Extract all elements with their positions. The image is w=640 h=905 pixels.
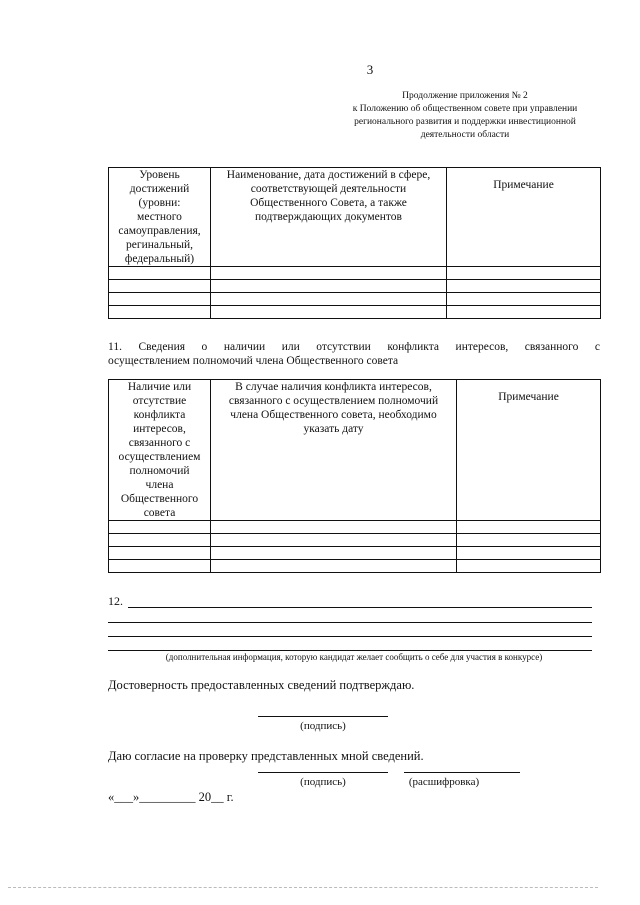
- note-header: Примечание: [447, 168, 601, 267]
- header-line: деятельности области: [420, 130, 510, 140]
- conflict-date-header: В случае наличия конфликта интересов, связанного с осуществлением полномочий члена Общественного совета, необходимо указать дату: [211, 380, 457, 521]
- section-11-line: 11. Сведения о наличии или отсутствии конфликта интересов, связанного с: [108, 341, 600, 353]
- table-row: [109, 547, 601, 560]
- decoding-line: [404, 772, 520, 773]
- scan-edge-line: [8, 887, 598, 888]
- appendix-header: [340, 90, 590, 142]
- table-row: [109, 521, 601, 534]
- table-row: [109, 293, 601, 306]
- section-12-line: [108, 636, 592, 637]
- table-row: [109, 280, 601, 293]
- section-11-line: осуществлением полномочий члена Общественного совета: [108, 355, 399, 367]
- section-11-text: [108, 340, 600, 368]
- header-line: регионального развития и поддержки инвестиционной: [354, 117, 576, 127]
- section-12-line: [108, 650, 592, 651]
- table-row: [109, 534, 601, 547]
- signature-label: (подпись): [300, 720, 346, 732]
- table-row: [109, 560, 601, 573]
- achievements-table: [108, 167, 601, 319]
- confirmation-text: Достоверность предоставленных сведений подтверждаю.: [108, 678, 415, 692]
- table-header-row: [109, 380, 601, 521]
- header-line: Продолжение приложения № 2: [402, 91, 528, 101]
- date-line: «___»_________ 20__ г.: [108, 790, 234, 804]
- decoding-label: (расшифровка): [408, 776, 480, 788]
- note-header: Примечание: [457, 380, 601, 521]
- table-row: [109, 267, 601, 280]
- table-row: [109, 306, 601, 319]
- signature-line: [258, 772, 388, 773]
- achievement-level-header: Уровень достижений (уровни: местного самоуправления, регинальный, федеральный): [109, 168, 211, 267]
- signature-line: [258, 716, 388, 717]
- section-12-caption: (дополнительная информация, которую кандидат желает сообщить о себе для участия в конкурсе): [165, 652, 543, 662]
- consent-text: Даю согласие на проверку представленных мной сведений.: [108, 749, 424, 763]
- section-12-line: [108, 622, 592, 623]
- page-number: 3: [366, 62, 374, 77]
- header-line: к Положению об общественном совете при управлении: [352, 104, 578, 114]
- section-12-line: [128, 607, 592, 608]
- section-12-number: 12.: [108, 594, 123, 608]
- table-header-row: [109, 168, 601, 267]
- conflict-presence-header: Наличие или отсутствие конфликта интересов, связанного с осуществлением полномочий члена Общественного совета: [109, 380, 211, 521]
- signature-label: (подпись): [300, 776, 346, 788]
- achievement-name-header: Наименование, дата достижений в сфере, соответствующей деятельности Общественного Совета, а также подтверждающих документов: [211, 168, 447, 267]
- conflict-of-interest-table: [108, 379, 601, 573]
